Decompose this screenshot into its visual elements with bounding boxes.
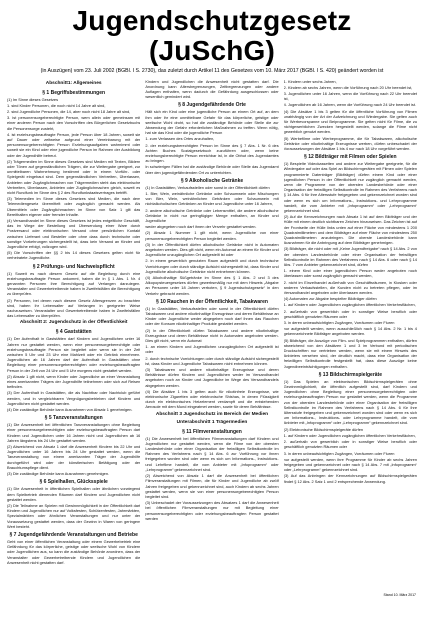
paragraph: 2. durch technische Vorrichtungen oder durch ständige Aufsicht sichergestellt ist, dass Kinder und Jugendliche Tabakwaren nicht entnehmen können. — [145, 355, 279, 366]
section-heading: § 9 Alkoholische Getränke — [180, 177, 244, 184]
paragraph: (2) Elektronische Bildschirmspielgeräte dürfen — [283, 426, 364, 432]
paragraph: nur aufgestellt werden, wenn ausschließlich nach § 14 Abs. 2 Nr. 1 bis 4 gekennzeichnete Bildträger angeboten werden. — [283, 326, 417, 337]
chapter-heading: Abschnitt1: Allgemeines — [45, 80, 102, 86]
paragraph: weder abgegeben noch darf ihnen der Verzehr gestattet werden. — [145, 224, 257, 230]
paragraph: (3) Telemedien im Sinne dieses Gesetzes sind Medien, die nach dem Telemediengesetz übermittelt oder zugänglich gemacht werden. Als Übermitteln oder Zugänglichmachen im Sinne von Satz 1 gilt das Bereithalten eigener oder fremder Inhalte. — [7, 196, 141, 217]
paragraph: (1) Die Anwesenheit in öffentlichen Spielhallen oder ähnlichen vorwiegend dem Spielbetrieb dienenden Räumen darf Kindern und Jugendlichen nicht gestattet werden. — [7, 486, 141, 502]
paragraph: (2) Absatz 1 Nummer 1 gilt nicht, wenn Jugendliche von einer personensorgeberechtigten Person begleitet werden. — [145, 230, 279, 241]
paragraph: (4) Automaten zur Abgabe bespielter Bildträger dürfen — [283, 296, 377, 302]
paragraph: 2. andere alkoholische Getränke oder Lebensmittel, die andere alkoholische Getränke in nicht nur geringfügiger Menge enthalten, an Kinder und Jugendliche — [145, 207, 279, 223]
paragraph: (3) In der Öffentlichkeit dürfen alkoholische Getränke nicht in Automaten angeboten werden. Dies gilt nicht, wenn ein Automat an einem für Kinder und Jugendliche unzugänglichen Ort aufgestellt ist oder — [145, 241, 279, 258]
paragraph: (1) In Gaststätten, Verkaufsstellen oder sonst in der Öffentlichkeit dürfen Tabakwaren und andere nikotinhaltige Erzeugnisse und deren Behältnisse an Kinder oder Jugendliche weder abgegeben noch darf ihnen das Rauchen oder der Konsum nikotinhaltiger Produkte gestattet werden. — [145, 305, 279, 327]
paragraph: 2. außerhalb von gewerblich oder in sonstiger Weise beruflich oder geschäftlich genutzten Räumen oder — [283, 308, 417, 319]
paragraph: (1) Im Sinne dieses Gesetzes — [7, 96, 59, 102]
paragraph: 1. an einem Kindern und Jugendlichen unzugänglichen Ort aufgestellt ist oder — [145, 344, 279, 355]
paragraph: (2) Absatz 1 gilt nicht, wenn Kinder oder Jugendliche an einer Veranstaltung eines anerkannten Trägers der Jugendhilfe teilnehmen oder sich auf Reisen befinden. — [7, 373, 141, 390]
paragraph: (1) Die Anwesenheit bei öffentlichen Tanzveranstaltungen ohne Begleitung einer personensorgeberechtigten oder erziehungsbeauftragten Person darf Kindern und Jugendlichen unter 16 Jahren nicht und Jugendlichen ab 16 Jahren längstens bis 24 Uhr gestattet werden. — [7, 422, 141, 443]
paragraph: (2) Die Teilnahme an Spielen mit Gewinnmöglichkeit in der Öffentlichkeit darf Kindern und Jugendlichen nur auf Volksfesten, Schützenfesten, Jahrmärkten, Spezialmärkten oder ähnlichen Veranstaltungen und nur unter der Voraussetzung gestattet werden, dass der Gewinn in Waren von geringem Wert besteht. — [7, 502, 141, 529]
paragraph: 4. Jugendlichen ab 16 Jahren, wenn die Vorführung nach 24 Uhr beendet ist. — [283, 102, 417, 108]
column-3 — [284, 79, 417, 627]
paragraph: (1) In Gaststätten, Verkaufsstellen oder sonst in der Öffentlichkeit dürfen — [145, 184, 270, 190]
paragraph: 2. nicht im Einzelhandel außerhalb von Geschäftsräumen, in Kiosken oder anderen Verkaufsstellen, die Kunden nicht zu betreten pflegen, oder im Versandhandel angeboten oder überlassen werden. — [283, 279, 417, 296]
paragraph: (3) Tabakwaren und andere nikotinhaltige Erzeugnisse und deren Behältnisse dürfen Kindern und Jugendlichen weder im Versandhandel angeboten noch an Kinder und Jugendliche im Wege des Versandhandels abgegeben werden. — [145, 367, 279, 388]
paragraph: (3) Unbeschadet der Voraussetzungen des Absatzes 1 darf die Anwesenheit bei öffentlichen Filmveranstaltungen nur mit Begleitung einer personensorgeberechtigten oder erziehungsbeauftragten Person gestattet werden — [145, 500, 279, 521]
paragraph: nur aufgestellt werden, wenn ihre Programme für Kinder ab sechs Jahren freigegeben und gekennzeichnet oder nach § 14 Abs. 7 mit „Infoprogramm“ oder „Lehrprogramm“ gekennzeichnet sind. — [283, 456, 417, 473]
paragraph: (4) Versandhandel im Sinne dieses Gesetzes ist jedes entgeltliche Geschäft, das im Wege der Bestellung und Übersendung einer Ware durch Postversand oder elektronischen Versand ohne persönlichen Kontakt zwischen Lieferant und Besteller oder ohne dass durch technische oder sonstige Vorkehrungen sichergestellt ist, dass kein Versand an Kinder und Jugendliche erfolgt, vollzogen wird. — [7, 217, 141, 249]
paragraph: 2. sind Jugendliche Personen, die 14, aber noch nicht 18 Jahre alt sind, — [7, 108, 131, 114]
document-title: Jugendschutzgesetz (JuSchG) — [72, 5, 352, 66]
paragraph: (5) Bildträger, die Auszüge von Film- und Spielprogrammen enthalten, dürfen abweichend von den Absätzen 1 und 3 im Verbund mit periodischen Druckschriften nur vertrieben werden, wenn sie mit einem Hinweis des Anbieters versehen sind, der deutlich macht, dass eine Organisation der freiwilligen Selbstkontrolle festgestellt hat, dass diese Auszüge keine Jugendbeeinträchtigungen enthalten. — [283, 337, 417, 369]
paragraph: Hält sich ein Kind oder eine jugendliche Person an einem Ort auf, an dem ihm oder ihr eine unmittelbare Gefahr für das körperliche, geistige oder seelische Wohl droht, so hat die zuständige Behörde oder Stelle die zur Abwendung der Gefahr erforderlichen Maßnahmen zu treffen. Wenn nötig, hat sie das Kind oder die jugendliche Person — [145, 109, 279, 136]
section-heading: § 12 Bildträger mit Filmen oder Spielen — [304, 154, 397, 161]
section-heading: § 2 Prüfungs- und Nachweispflicht — [32, 263, 115, 270]
section-heading: § 7 Jugendgefährdende Veranstaltungen und Betriebe — [9, 531, 138, 538]
section-heading: § 6 Spielhallen, Glücksspiele — [39, 479, 108, 486]
paragraph: Geht von einer öffentlichen Veranstaltung oder einem Gewerbebetrieb eine Gefährdung für das körperliche, geistige oder seelische Wohl von Kindern oder Jugendlichen aus, so kann die zuständige Behörde anordnen, dass der Veranstalter oder Gewerbetreibende Kindern und Jugendlichen die Anwesenheit nicht gestatten darf. — [7, 538, 141, 565]
paragraph: (4) Die Absätze 1 bis 3 gelten für die öffentliche Vorführung von Filmen unabhängig von der Art der Aufzeichnung und Wiedergabe. Sie gelten auch für Werbevorspanne und Beiprogramme. Sie gelten nicht für Filme, die zu nichtgewerblichen Zwecken hergestellt werden, solange die Filme nicht gewerblich genutzt werden. — [283, 108, 417, 135]
document-subtitle: (in Auszügen) vom 23. Juli 2002 (BGBl. I S. 2730), das zuletzt durch Artikel 11 des Gesetzes vom 10. März 2017 (BGBl. I S. 420) geändert worden ist — [40, 68, 384, 74]
chapter-heading: Abschnitt 3 Jugendschutz im Bereich der Medien — [155, 411, 269, 417]
paragraph: (4) Alkoholhaltige Süßgetränke im Sinne des § 1 Abs. 2 und 3 des Alkopopsteuergesetzes dürfen gewerbsmäßig nur mit dem Hinweis „Abgabe an Personen unter 18 Jahren verboten, § 9 Jugendschutzgesetz“ in den Verkehr gebracht werden. — [145, 275, 279, 296]
paragraph: (3) Die zuständige Behörde kann Ausnahmen genehmigen. — [7, 471, 110, 477]
paragraph: 3. in deren unbeaufsichtigten Zugängen, Vorräumen oder Fluren — [283, 450, 395, 456]
text-columns — [7, 79, 417, 627]
chapter-heading: Unterabschnitt 1 Trägermedien — [176, 419, 248, 425]
section-heading: § 5 Tanzveranstaltungen — [44, 415, 103, 422]
paragraph: 1. zum Verlassen des Ortes anzuhalten, — [145, 136, 215, 142]
paragraph: (1) Die Anwesenheit bei öffentlichen Filmveranstaltungen darf Kindern und Jugendlichen nur gestattet werden, wenn die Filme von der obersten Landesbehörde oder einer Organisation der freiwilligen Selbstkontrolle im Rahmen des Verfahrens nach § 14 Abs. 6 zur Vorführung vor ihnen freigegeben worden sind oder wenn es sich um Informations-, Instruktions- und Lehrfilme handelt, die vom Anbieter mit „Infoprogramm“ oder „Lehrprogramm“ gekennzeichnet sind. — [145, 435, 279, 472]
section-heading: § 10 Rauchen in der Öffentlichkeit, Tabakwaren — [156, 298, 268, 305]
paragraph: 1. Bier, Wein, weinähnliche Getränke oder Schaumwein oder Mischungen von Bier, Wein, weinähnlichen Getränken oder Schaumwein mit nichtalkoholischen Getränken an Kinder und Jugendliche unter 16 Jahren, — [145, 190, 279, 207]
section-heading: § 13 Bildschirmspielgeräte — [318, 371, 382, 378]
column-2 — [145, 79, 278, 627]
paragraph: (2) Auf die Kennzeichnungen nach Absatz 1 ist auf dem Bildträger und der Hülle mit einem deutlich sichtbaren Zeichen hinzuweisen. Das Zeichen ist auf der Frontseite der Hülle links unten auf einer Fläche von mindestens 1 200 Quadratmillimetern und dem Bildträger auf einer Fläche von mindestens 250 Quadratmillimetern anzubringen. Die oberste Landesbehörde kann Ausnahmen für die Anbringung auf dem Bildträger genehmigen. — [283, 214, 417, 246]
paragraph: 3. Jugendlichen unter 16 Jahren, wenn die Vorführung nach 22 Uhr beendet ist, — [283, 90, 417, 102]
paragraph: 2. außerhalb von gewerblich oder in sonstiger Weise beruflich oder geschäftlich genutzten Räumen oder — [283, 439, 417, 450]
paragraph: 1. sind Kinder Personen, die noch nicht 14 Jahre alt sind, — [7, 102, 106, 108]
paragraph: (1) Das Spielen an elektronischen Bildschirmspielgeräten ohne Gewinnmöglichkeit, die öffentlich aufgestellt sind, darf Kindern und Jugendlichen ohne Begleitung einer personensorgeberechtigten oder erziehungsbeauftragten Person nur gestattet werden, wenn die Programme von der obersten Landesbehörde oder einer Organisation der freiwilligen Selbstkontrolle im Rahmen des Verfahrens nach § 14 Abs. 6 für ihre Altersstufe freigegeben und gekennzeichnet worden sind oder wenn es sich um Informations-, Instruktions- oder Lehrprogramme handelt, die vom Anbieter mit „Infoprogramm“ oder „Lehrprogramm“ gekennzeichnet sind. — [283, 378, 417, 426]
paragraph: 3. ist personensorgeberechtigte Person, wem allein oder gemeinsam mit einer anderen Person nach den Vorschriften des Bürgerlichen Gesetzbuchs die Personensorge zusteht, — [7, 115, 141, 131]
section-heading: § 4 Gaststätten — [55, 329, 92, 336]
paragraph: (2) Trägermedien im Sinne dieses Gesetzes sind Medien mit Texten, Bildern oder Tönen auf gegenständlichen Trägern, die zur Weitergabe geeignet, zur unmittelbaren Wahrnehmung bestimmt oder in einem Vorführ- oder Spielgerät eingebaut sind. Dem gegenständlichen Verbreiten, Überlassen, Anbieten oder Zugänglichmachen von Trägermedien steht das elektronische Verbreiten, Überlassen, Anbieten oder Zugänglichmachen gleich, soweit es nicht Rundfunk im Sinne des § 2 des Rundfunkstaatsvertrages betrifft. — [7, 158, 141, 195]
paragraph: 1. Kindern unter sechs Jahren, — [283, 78, 337, 84]
section-heading: § 11 Filmveranstaltungen — [182, 428, 242, 435]
paragraph: (2) In der Öffentlichkeit dürfen Tabakwaren und andere nikotinhaltige Erzeugnisse und deren Behältnisse nicht in Automaten angeboten werden. Dies gilt nicht, wenn ein Automat — [145, 327, 279, 344]
section-heading: § 1 Begriffsbestimmungen — [42, 89, 106, 96]
paragraph: 4. ist erziehungsbeauftragte Person, jede Person über 18 Jahren, soweit sie auf Dauer oder zeitweise aufgrund einer Vereinbarung mit der personensorgeberechtigten Person Erziehungsaufgaben wahrnimmt oder soweit sie ein Kind oder eine jugendliche Person im Rahmen der Ausbildung oder der Jugendhilfe betreut. — [7, 131, 141, 158]
paragraph: (3) Der Aufenthalt in Gaststätten, die als Nachtbar oder Nachtclub geführt werden, und in vergleichbaren Vergnügungsbetrieben darf Kindern und Jugendlichen nicht gestattet werden. — [7, 390, 141, 406]
paragraph: In schwierigen Fällen hat die zuständige Behörde oder Stelle das Jugendamt über den jugendgefährdenden Ort zu unterrichten. — [145, 164, 279, 175]
paragraph: Kindern und Jugendlichen die Anwesenheit nicht gestatten darf. Die Anordnung kann Altersbegrenzungen, Zeitbegrenzungen oder andere Auflagen enthalten, wenn dadurch die Gefährdung ausgeschlossen oder wesentlich gemindert wird. — [145, 78, 279, 100]
paragraph: (1) Bespielte Videokassetten und andere zur Weitergabe geeignete, für die Wiedergabe auf oder das Spiel an Bildschirmgeräten mit Filmen oder Spielen programmierte Datenträger (Bildträger) dürfen einem Kind oder einer jugendlichen Person in der Öffentlichkeit nur zugänglich gemacht werden, wenn die Programme von der obersten Landesbehörde oder einer Organisation der freiwilligen Selbstkontrolle im Rahmen des Verfahrens nach § 14 Abs. 6 für ihre Altersstufe freigegeben und gekennzeichnet worden sind oder wenn es sich um Informations-, Instruktions- und Lehrprogramme handelt, die vom Anbieter mit „Infoprogramm“ oder „Lehrprogramm“ gekennzeichnet sind. — [283, 161, 417, 213]
paragraph: 2. Kindern ab sechs Jahren, wenn die Vorführung nach 20 Uhr beendet ist, — [283, 84, 413, 90]
paragraph: 2. in einem gewerblich genutzten Raum aufgestellt und durch technische Vorrichtungen oder durch ständige Aufsicht sichergestellt ist, dass Kinder und Jugendliche alkoholische Getränke nicht entnehmen können. — [145, 258, 279, 274]
paragraph: (4) Die zuständige Behörde kann Ausnahmen von Absatz 1 genehmigen. — [7, 407, 133, 413]
paragraph: (2) Personen, bei denen nach diesem Gesetz Altersgrenzen zu beachten sind, haben ihr Lebensalter auf Verlangen in geeigneter Weise nachzuweisen. Veranstalter und Gewerbetreibende haben in Zweifelsfällen das Lebensalter zu überprüfen. — [7, 297, 141, 319]
paragraph: (2) Abweichend von Absatz 1 darf die Anwesenheit bei öffentlichen Filmveranstaltungen mit Filmen, die für Kinder und Jugendliche ab zwölf Jahren freigegeben und gekennzeichnet sind, auch Kindern ab sechs Jahren gestattet werden, wenn sie von einer personensorgeberechtigten Person begleitet sind. — [145, 473, 279, 499]
paragraph: (3) Auf das Anbringen der Kennzeichnungen auf Bildschirmspielgeräten findet § 12 Abs. 2 Satz 1 und 2 entsprechende Anwendung. — [283, 473, 417, 484]
paragraph: (3) Bildträger, die nicht oder mit „Keine Jugendfreigabe“ nach § 14 Abs. 2 von der obersten Landesbehörde oder einer Organisation der freiwilligen Selbstkontrolle im Rahmen des Verfahrens nach § 14 Abs. 6 oder nach § 14 Abs. 7 vom Anbieter gekennzeichnet sind, dürfen — [283, 246, 417, 267]
section-heading: § 8 Jugendgefährdende Orte — [178, 102, 246, 109]
paragraph: (5) Werbefilme oder Werbeprogramme, die für Tabakwaren, alkoholische Getränke oder nikotinhaltige Erzeugnisse werben, dürfen unbeschadet der Voraussetzungen der Absätze 1 bis 4 nur nach 18 Uhr vorgeführt werden. — [283, 135, 417, 151]
paragraph: 1. auf Kindern oder Jugendlichen zugänglichen öffentlichen Verkehrsflächen, — [283, 302, 416, 308]
paragraph: (2) Abweichend von Absatz 1 darf die Anwesenheit Kindern bis 22 Uhr und Jugendlichen unter 16 Jahren bis 24 Uhr gestattet werden, wenn die Tanzveranstaltung von einem anerkannten Träger der Jugendhilfe durchgeführt wird oder der künstlerischen Betätigung oder der Brauchtumspflege dient. — [7, 444, 141, 470]
chapter-heading: Abschnitt 2: Jugendschutz in der Öffentlichkeit — [19, 320, 128, 326]
paragraph: (4) Die Absätze 1 bis 3 gelten auch für nikotinfreie Erzeugnisse, wie elektronische Zigaretten oder elektronische Shishas, in denen Flüssigkeit durch ein elektronisches Heizelement verdampft und die entstehenden Aerosole mit dem Mund eingeatmet werden, sowie für deren Behältnisse. — [145, 388, 279, 410]
paragraph: 1. auf Kindern oder Jugendlichen zugänglichen öffentlichen Verkehrsflächen, — [283, 432, 416, 438]
paragraph: (1) Soweit es nach diesem Gesetz auf die Begleitung durch eine erziehungsbeauftragte Person ankommt, haben die in § 1 Abs. 1 Nr. 4 genannten Personen ihre Berechtigung auf Verlangen darzulegen. Veranstalter und Gewerbetreibende haben in Zweifelsfällen die Berechtigung zu überprüfen. — [7, 270, 141, 297]
paragraph: 3. in deren unbeaufsichtigten Zugängen, Vorräumen oder Fluren — [283, 320, 395, 326]
paragraph: 2. der erziehungsberechtigten Person im Sinne des § 7 Abs. 1 Nr. 6 des Achten Buches Sozialgesetzbuch zuzuführen oder, wenn keine erziehungsberechtigte Person erreichbar ist, in die Obhut des Jugendamtes zu bringen. — [145, 142, 279, 164]
paragraph: 1. einem Kind oder einer jugendlichen Person weder angeboten noch überlassen oder sonst zugänglich gemacht werden, — [283, 268, 417, 279]
column-1 — [7, 79, 140, 627]
paragraph: (1) Der Aufenthalt in Gaststätten darf Kindern und Jugendlichen unter 16 Jahren nur gestattet werden, wenn eine personensorgeberechtigte oder erziehungsbeauftragte Person sie begleitet oder wenn sie in der Zeit zwischen 5 Uhr und 23 Uhr eine Mahlzeit oder ein Getränk einnehmen. Jugendlichen ab 16 Jahren darf der Aufenthalt in Gaststätten ohne Begleitung einer personensorgeberechtigten oder erziehungsbeauftragten Person in der Zeit von 24 Uhr und 5 Uhr morgens nicht gestattet werden. — [7, 336, 141, 373]
footer-note: Stand 10. März 2017 — [383, 593, 416, 597]
paragraph: (5) Die Vorschriften der §§ 2 bis 14 dieses Gesetzes gelten nicht für verheiratete Jugendliche. — [7, 250, 141, 261]
